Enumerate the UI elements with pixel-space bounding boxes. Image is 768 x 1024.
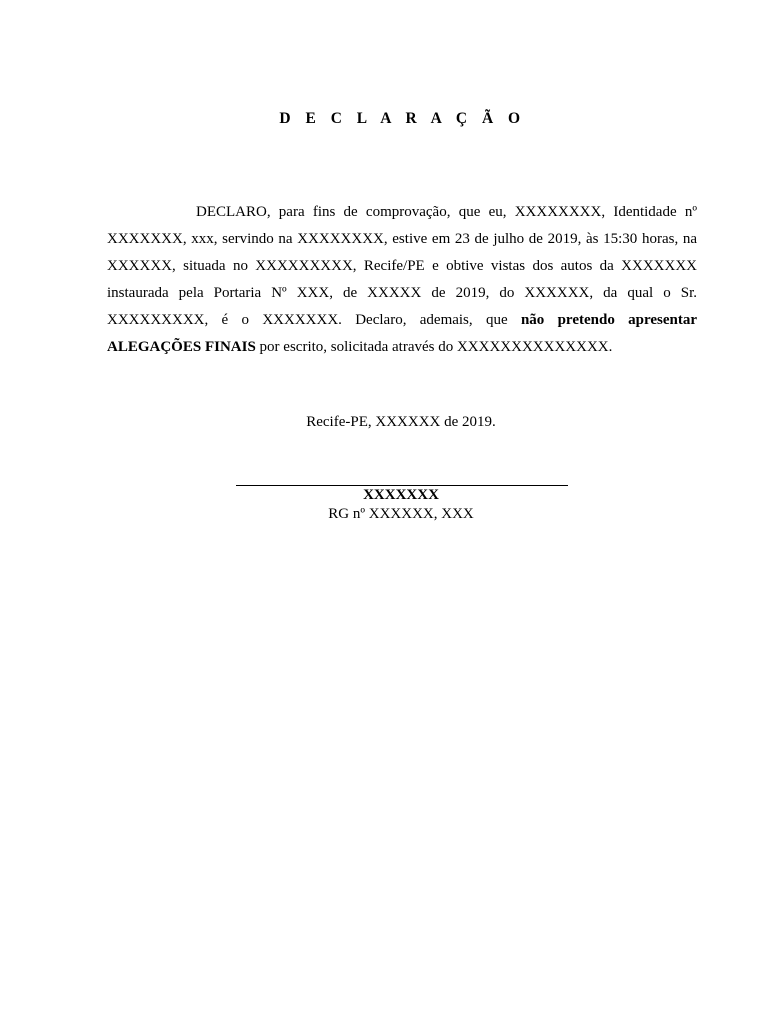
declaration-paragraph <box>107 199 697 361</box>
signatory-name: XXXXXXX <box>363 487 439 503</box>
signatory-rg: RG nº XXXXXX, XXX <box>328 506 474 522</box>
paragraph-bold-statement: não pretendo apresentar ALEGAÇÕES FINAIS <box>107 312 698 355</box>
paragraph-text-part-2: por escrito, solicitada através do XXXXXXXXXXXXXX. <box>255 339 613 355</box>
paragraph-text-part-1: DECLARO, para fins de comprovação, que eu, XXXXXXXX, Identidade nº XXXXXXX, xxx, servindo na XXXXXXXX, estive em 23 de julho de 2019, às 15:30 horas, na XXXXXX, situada no XXXXXXXXX, Recife/PE e obtive vistas dos autos da XXXXXXX instaurada pela Portaria Nº XXX, de XXXXX de 2019, do XXXXXX, da qual o Sr. XXXXXXXXX, é o XXXXXXX. Declaro, ademais, que <box>107 204 697 328</box>
document-title: D E C L A R A Ç Ã O <box>279 110 526 127</box>
place-and-date: Recife-PE, XXXXXX de 2019. <box>306 414 496 430</box>
signature-line <box>236 485 568 486</box>
